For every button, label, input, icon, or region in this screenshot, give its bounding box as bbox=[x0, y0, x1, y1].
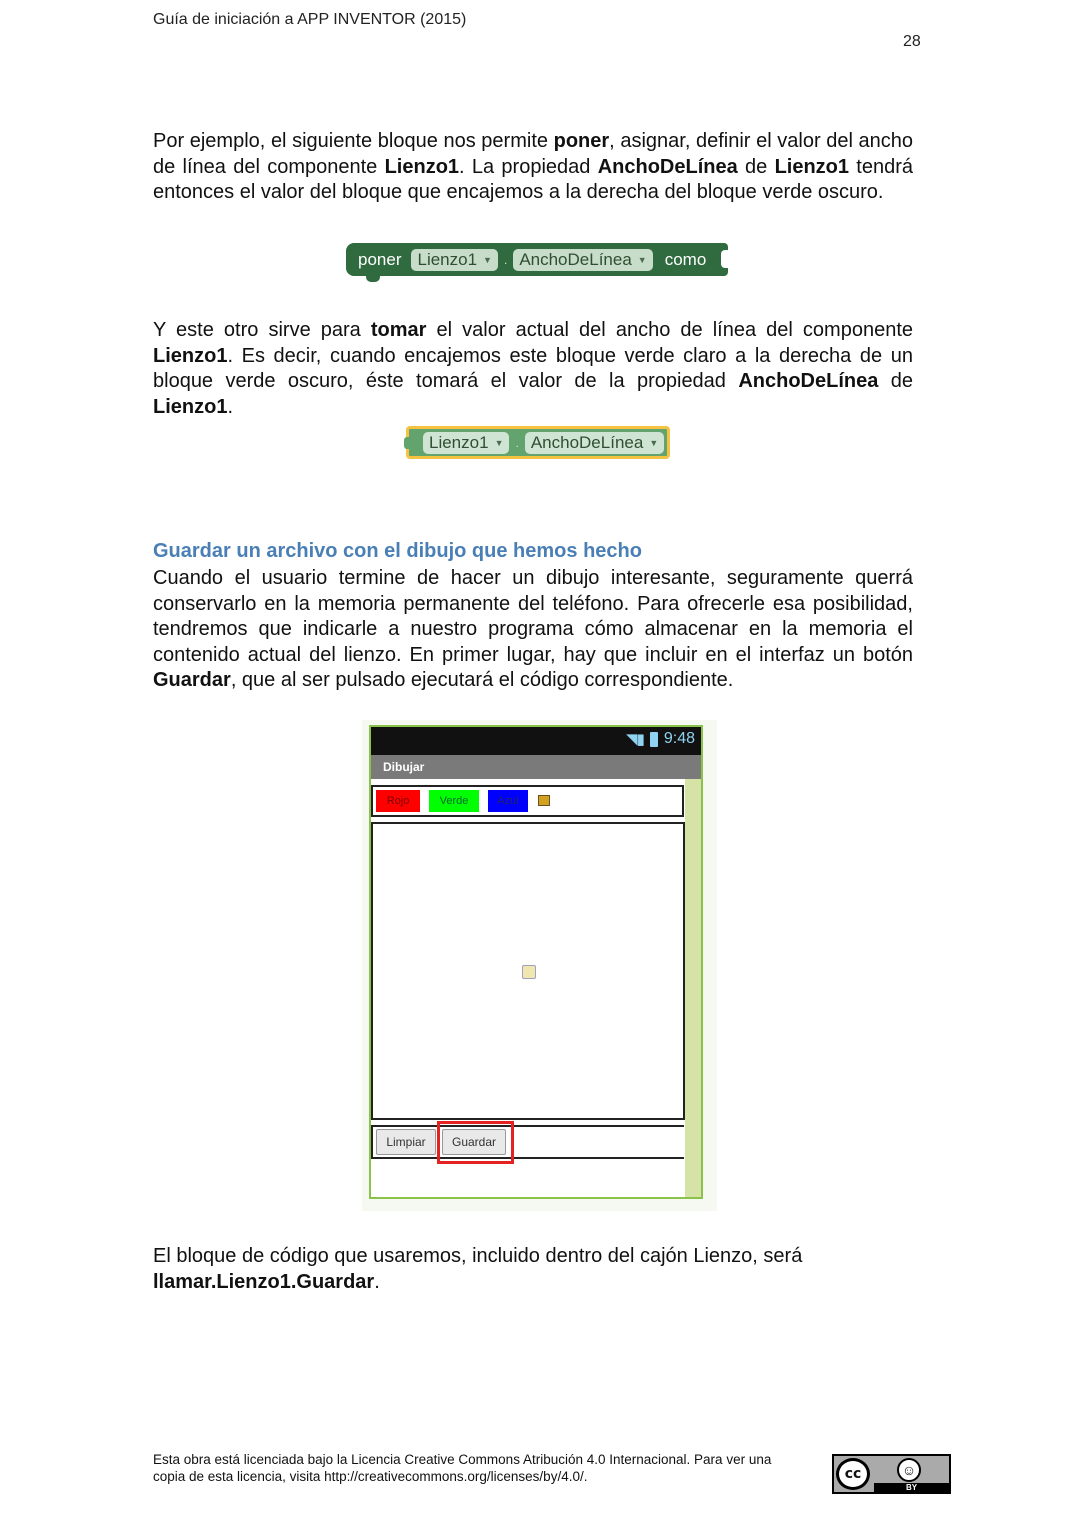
status-bar bbox=[371, 727, 701, 755]
cc-by-badge[interactable] bbox=[832, 1454, 951, 1494]
paragraph-setter: Por ejemplo, el siguiente bloque nos permite poner, asignar, definir el valor del ancho de línea del componente Lienzo1. La propiedad AnchoDeLínea de Lienzo1 tendrá entonces el valor del bloque que encajemos a la derecha del bloque verde oscuro. bbox=[153, 130, 914, 204]
separator: . bbox=[503, 252, 508, 267]
action-button-row bbox=[371, 1125, 684, 1159]
separator: . bbox=[515, 435, 519, 450]
paragraph-getter: Y este otro sirve para tomar el valor actual del ancho de línea del componente Lienzo1. Es decir, cuando encajemos este bloque verde claro a la derecha de un bloque verde oscuro, éste tomará el valor de la propiedad AnchoDeLínea de Lienzo1. bbox=[153, 319, 913, 418]
output-plug bbox=[404, 437, 412, 449]
rojo-button[interactable]: Rojo bbox=[376, 790, 420, 812]
azul-button[interactable]: Azul bbox=[488, 790, 528, 812]
setter-keyword: poner bbox=[358, 249, 402, 269]
paragraph-llamar: El bloque de código que usaremos, incluido dentro del cajón Lienzo, será llamar.Lienzo1.Guardar. bbox=[153, 1245, 803, 1293]
page-number: 28 bbox=[903, 33, 921, 50]
status-time: 9:48 bbox=[663, 730, 695, 747]
app-title-bar bbox=[371, 755, 701, 779]
setter-block bbox=[346, 243, 728, 276]
component-dropdown: Lienzo1 ▼ bbox=[411, 249, 497, 271]
battery-icon bbox=[650, 732, 658, 747]
guardar-button[interactable]: Guardar bbox=[442, 1129, 506, 1155]
component-dropdown: Lienzo1 ▼ bbox=[423, 432, 509, 454]
input-socket bbox=[721, 250, 728, 268]
by-label: BY bbox=[874, 1483, 949, 1492]
getter-block bbox=[406, 426, 670, 459]
attribution-icon: ☺ bbox=[897, 1458, 921, 1482]
license-footer: Esta obra está licenciada bajo la Licencia Creative Commons Atribución 4.0 Internacional. Para ver una copia de esta licencia, visita http://creativecommons.org/licenses/by/4.0/. bbox=[153, 1452, 772, 1484]
limpiar-button[interactable]: Limpiar bbox=[376, 1129, 436, 1155]
property-dropdown: AnchoDeLínea ▼ bbox=[513, 249, 652, 271]
property-dropdown: AnchoDeLínea ▼ bbox=[525, 432, 664, 454]
dropdown-arrow-icon: ▼ bbox=[637, 254, 647, 265]
cc-icon: cc bbox=[836, 1458, 870, 1490]
canvas-icon bbox=[522, 965, 536, 979]
signal-icon: ◥▮ bbox=[626, 731, 644, 748]
section-heading: Guardar un archivo con el dibujo que hemos hecho bbox=[153, 540, 642, 562]
setter-suffix: como bbox=[664, 249, 707, 269]
next-connector bbox=[366, 275, 380, 282]
app-title: Dibujar bbox=[383, 760, 425, 774]
guardar-highlight-box bbox=[437, 1121, 514, 1164]
side-strip bbox=[685, 779, 701, 1197]
color-button-row bbox=[371, 785, 684, 817]
drawing-canvas[interactable] bbox=[371, 822, 685, 1120]
image-picker-icon[interactable] bbox=[538, 795, 550, 806]
verde-button[interactable]: Verde bbox=[429, 790, 479, 812]
paragraph-guardar: Cuando el usuario termine de hacer un dibujo interesante, seguramente querrá conservarlo en la memoria permanente del teléfono. Para ofrecerle esa posibilidad, tendremos que indicarle a nuestro programa cómo almacenar en la memoria el contenido actual del lienzo. En primer lugar, hay que incluir en el interfaz un botón Guardar, que al ser pulsado ejecutará el código correspondiente. bbox=[153, 567, 913, 692]
dropdown-arrow-icon: ▼ bbox=[649, 437, 659, 448]
dropdown-arrow-icon: ▼ bbox=[483, 254, 492, 265]
dropdown-arrow-icon: ▼ bbox=[494, 437, 504, 448]
running-header: Guía de iniciación a APP INVENTOR (2015) bbox=[153, 11, 467, 28]
